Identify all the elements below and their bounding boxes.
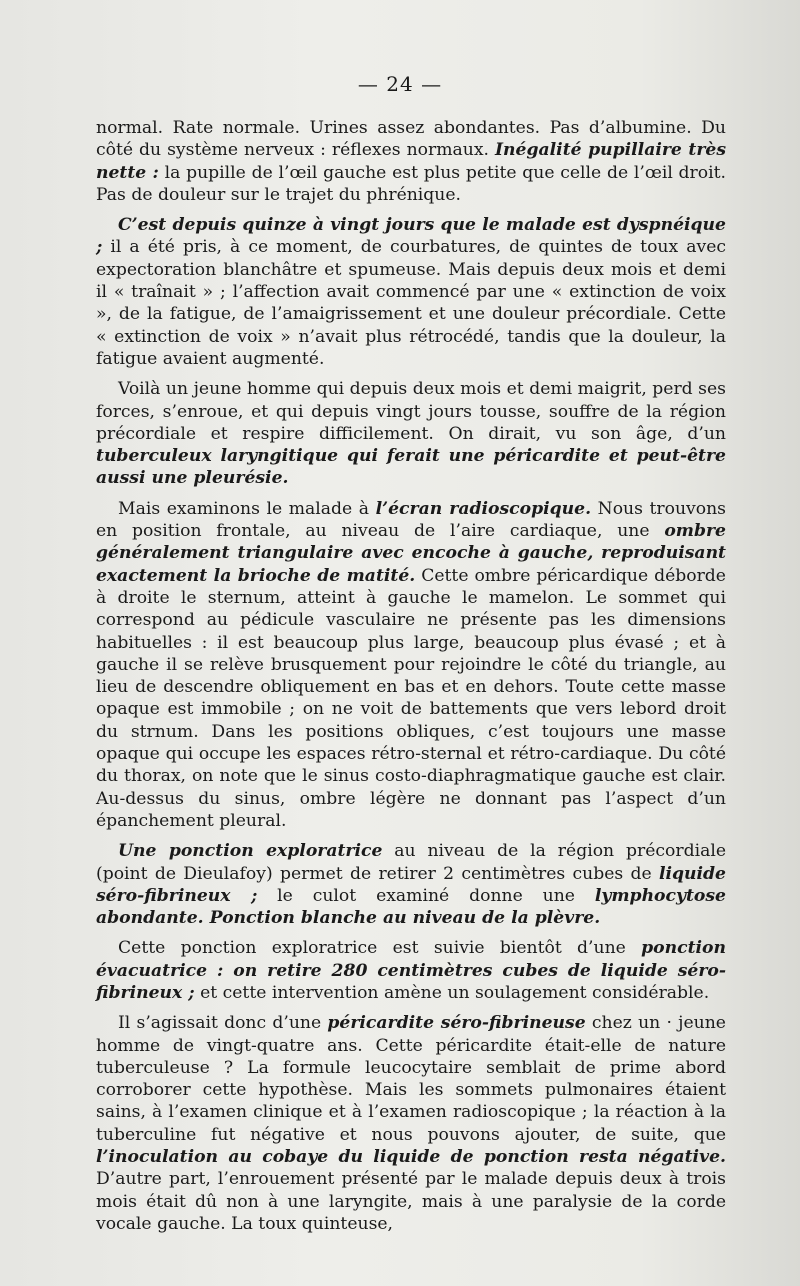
text-run: et cette intervention amène un soulagement considérable. xyxy=(194,982,710,1003)
emphasis-text: lymphocytose abondante. Ponction blanche au niveau de la plèvre. xyxy=(96,885,726,929)
emphasis-text: l’écran radioscopique. xyxy=(375,498,592,519)
paragraph xyxy=(96,840,726,929)
emphasis-text: l’inoculation au cobaye du liquide de ponction resta négative. xyxy=(96,1147,726,1168)
emphasis-text: ombre généralement triangulaire avec encoche à gauche, reproduisant exactement la brioche de matité. xyxy=(96,521,726,586)
text-run: Cette ombre péricardique déborde à droite le sternum, atteint à gauche le mamelon. Le sommet qui correspond au pédicule vasculaire ne présente pas les dimensions habituelles : il est beaucoup plus large, beaucoup plus évasé ; et à gauche il se relève brusquement pour rejoindre le côté du triangle, au lieu de descendre obliquement en bas et en dehors. Toute cette masse opaque est immobile ; on ne voit de battements que vers lebord droit du strnum. Dans les positions obliques, c’est toujours une masse opaque qui occupe les espaces rétro-sternal et rétro-cardiaque. Du côté du thorax, on note que le sinus costo-diaphragmatique gauche est clair. Au-dessus du sinus, ombre légère ne donnant pas l’aspect d’un épanchement pleural. xyxy=(96,565,726,831)
emphasis-text: tuberculeux laryngitique qui ferait une péricardite et peut-être aussi une pleurésie. xyxy=(96,446,726,489)
emphasis-text: liquide séro-fibrineux ; xyxy=(96,863,726,906)
paragraph xyxy=(96,1012,726,1235)
emphasis-text: Inégalité pupillaire très nette : xyxy=(96,140,726,183)
emphasis-text: C’est depuis quinze à vingt jours que le malade est dyspnéique ; xyxy=(96,215,726,258)
paragraph xyxy=(96,937,726,1004)
text-run: le culot examiné donne une xyxy=(257,885,595,906)
emphasis-text: ponction évacuatrice : on retire 280 centimètres cubes de liquide séro-fibrineux ; xyxy=(96,938,726,1003)
paragraph xyxy=(96,498,726,832)
emphasis-text: Une ponction exploratrice xyxy=(118,841,383,862)
text-run: au niveau de la région précordiale (point de Dieulafoy) permet de retirer 2 centimètres cubes de xyxy=(96,841,726,884)
text-run: Voilà un jeune homme qui depuis deux mois et demi maigrit, perd ses forces, s’enroue, et qui depuis vingt jours tousse, souffre de la région précordiale et respire difficilement. On dirait, vu son âge, d’un xyxy=(96,379,726,444)
text-run: il a été pris, à ce moment, de courbatures, de quintes de toux avec expectoration blanchâtre et spumeuse. Mais depuis deux mois et demi il « traînait » ; l’affection avait commencé par une « extinction de voix », de la fatigue, de l’amaigrissement et une douleur précordiale. Cette « extinction de voix » n’avait plus rétrocédé, tandis que la douleur, la fatigue avaient augmenté. xyxy=(96,237,726,369)
page-number: — 24 — xyxy=(357,72,443,96)
text-run: Mais examinons le malade à xyxy=(118,498,376,519)
text-run: chez un · jeune homme de vingt-quatre ans. Cette péricardite était-elle de nature tuberculeuse ? La formule leucocytaire semblait de prime abord corroborer cette hypothèse. Mais les sommets pulmonaires étaient sains, à l’examen clinique et à l’examen radioscopique ; la réaction à la tuberculine fut négative et nous pouvons ajouter, de suite, que xyxy=(96,1013,726,1145)
body-text xyxy=(96,117,726,1243)
paragraph xyxy=(96,378,726,489)
text-run: Nous trouvons en position frontale, au niveau de l’aire cardiaque, une xyxy=(96,498,726,542)
paragraph xyxy=(96,214,726,370)
text-run: la pupille de l’œil gauche est plus petite que celle de l’œil droit. Pas de douleur sur le trajet du phrénique. xyxy=(96,162,726,205)
paragraph xyxy=(96,117,726,206)
emphasis-text: péricardite séro-fibrineuse xyxy=(327,1013,586,1034)
text-run: Cette ponction exploratrice est suivie bientôt d’une xyxy=(118,938,642,959)
text-run: D’autre part, l’enrouement présenté par le malade depuis deux à trois mois était dû non à une laryngite, mais à une paralysie de la corde vocale gauche. La toux quinteuse, xyxy=(96,1169,726,1234)
text-run: Il s’agissait donc d’une xyxy=(118,1013,328,1034)
text-run: normal. Rate normale. Urines assez abondantes. Pas d’albumine. Du côté du système nerveux : réflexes normaux. xyxy=(96,118,726,161)
